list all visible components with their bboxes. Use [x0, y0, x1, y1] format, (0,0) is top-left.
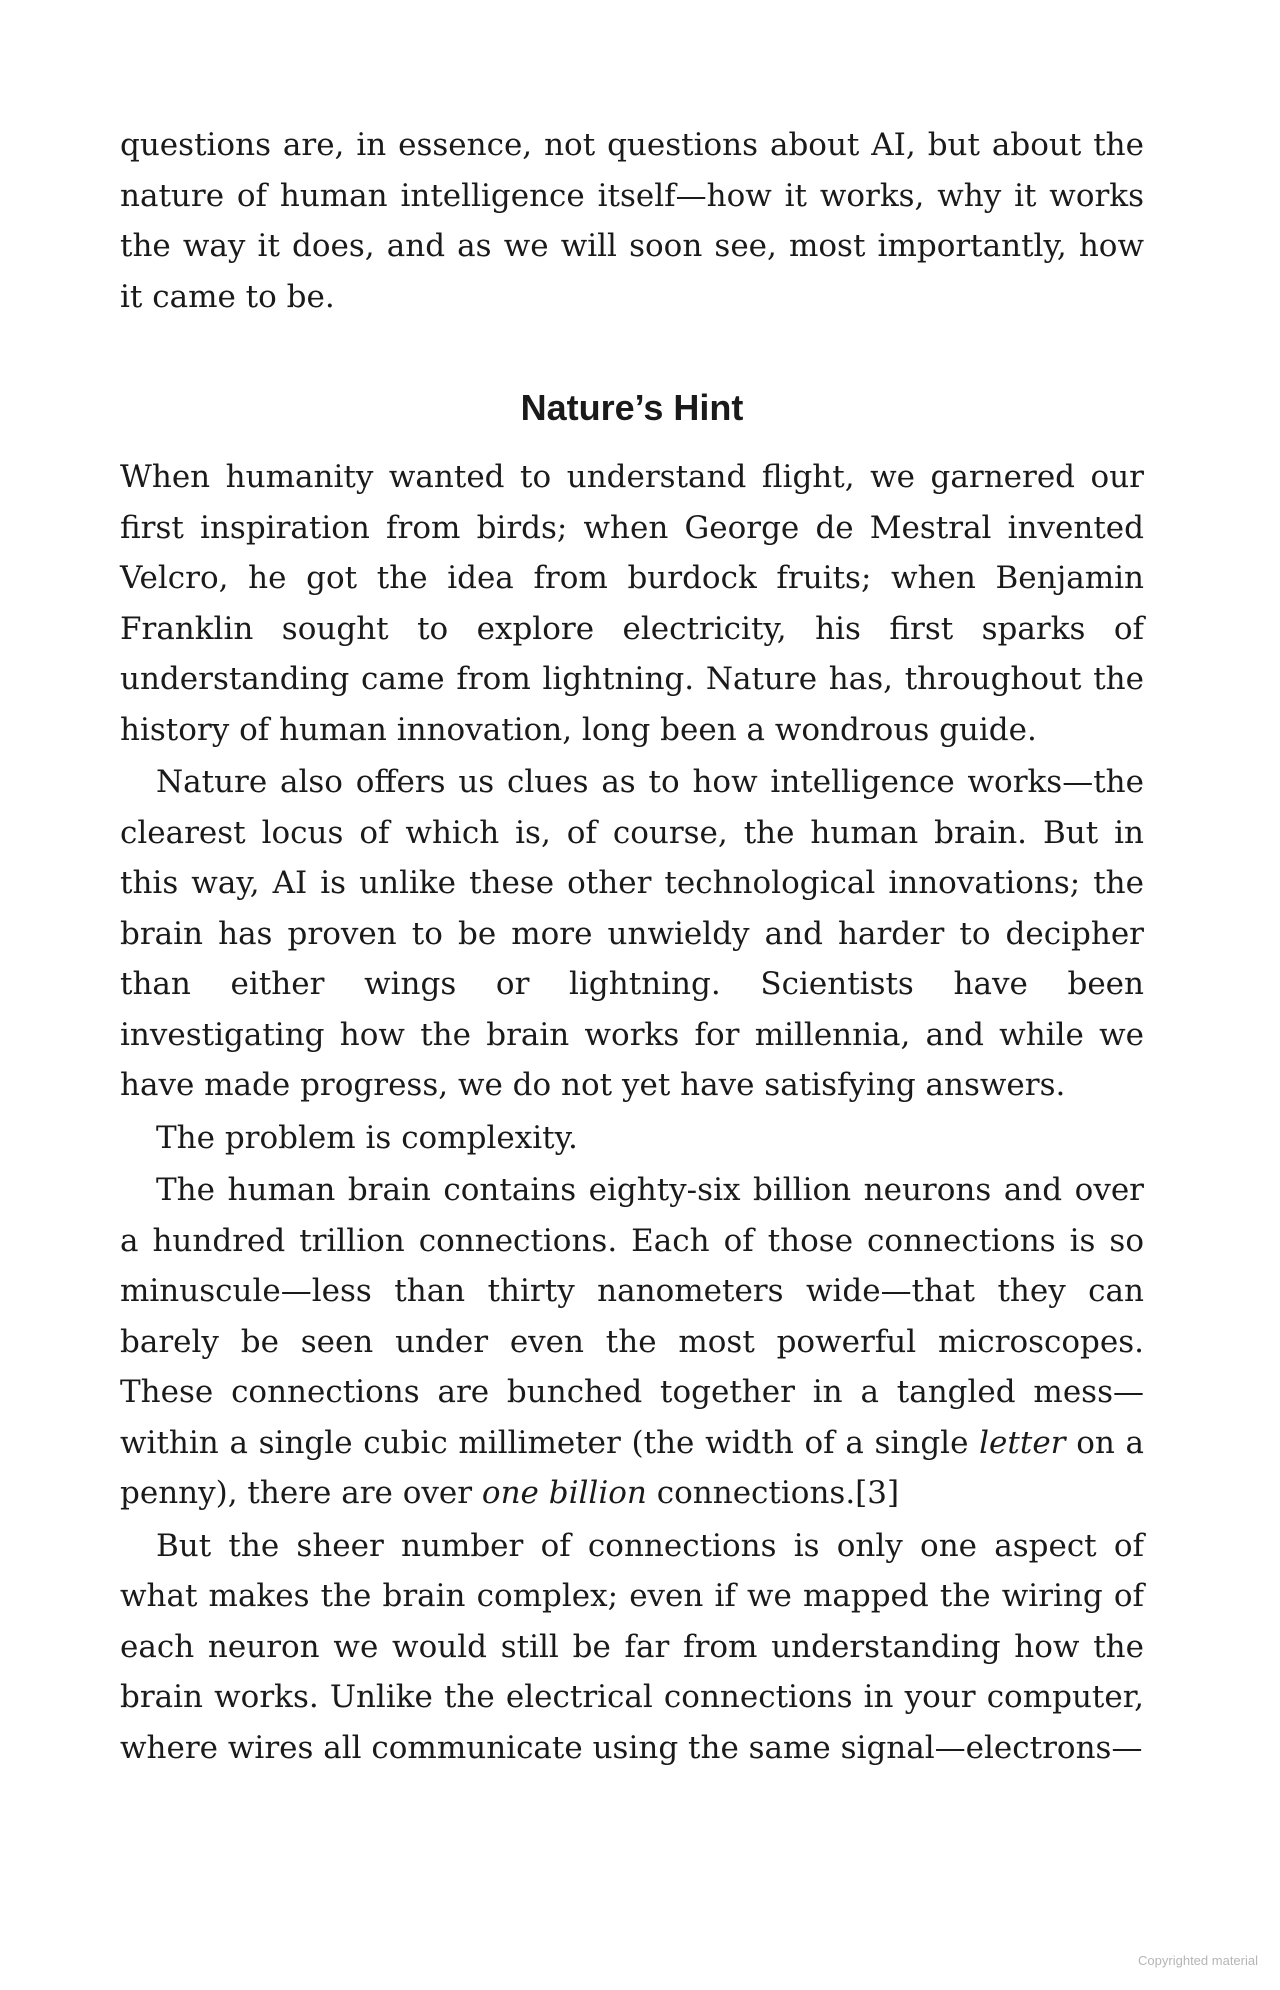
book-page — [120, 120, 1144, 1773]
paragraph-complexity: The problem is complexity. — [156, 1119, 578, 1156]
text-run: The human brain contains eighty-six billion neurons and over a hundred trillion connections. Each of those connections is so minuscule—less than thirty nanometers wide—that they can barely be seen under even the most powerful microscopes. These connections are bunched together in a tangled mess—within a single cubic millimeter (the width of a single — [120, 1172, 1144, 1461]
paragraph-nature-clues: Nature also offers us clues as to how intelligence works—the clearest locus of which is, of course, the human brain. But in this way, AI is unlike these other technological innovations; the brain has proven to be more unwieldy and harder to decipher than either wings or lightning. Scientists have been investigating how the brain works for millennia, and while we have made progress, we do not yet have satisfying answers. — [120, 764, 1144, 1103]
text-run: on a penny), there are over — [120, 1424, 1145, 1511]
copyright-watermark: Copyrighted material — [1138, 1953, 1258, 1968]
paragraph-brain-connections — [120, 1165, 1144, 1519]
text-run: connections.[3] — [646, 1475, 900, 1511]
emphasis-letter: letter — [979, 1424, 1066, 1461]
emphasis-one-billion: one billion — [481, 1475, 647, 1511]
paragraph-continuation: questions are, in essence, not questions about AI, but about the nature of human intelligence itself—how it works, why it works the way it does, and as we will soon see, most importantly, how it came to be. — [120, 127, 1144, 315]
section-heading: Nature’s Hint — [520, 387, 744, 428]
paragraph-wiring: But the sheer number of connections is only one aspect of what makes the brain complex; even if we mapped the wiring of each neuron we would still be far from understanding how the brain works. Unlike the electrical connections in your computer, where wires all communicate using the same signal—electrons— — [120, 1527, 1144, 1766]
paragraph-flight-inspiration: When humanity wanted to understand flight, we garnered our first inspiration from birds; when George de Mestral invented Velcro, he got the idea from burdock fruits; when Benjamin Franklin sought to explore electricity, his first sparks of understanding came from lightning. Nature has, throughout the history of human innovation, long been a wondrous guide. — [120, 459, 1144, 748]
